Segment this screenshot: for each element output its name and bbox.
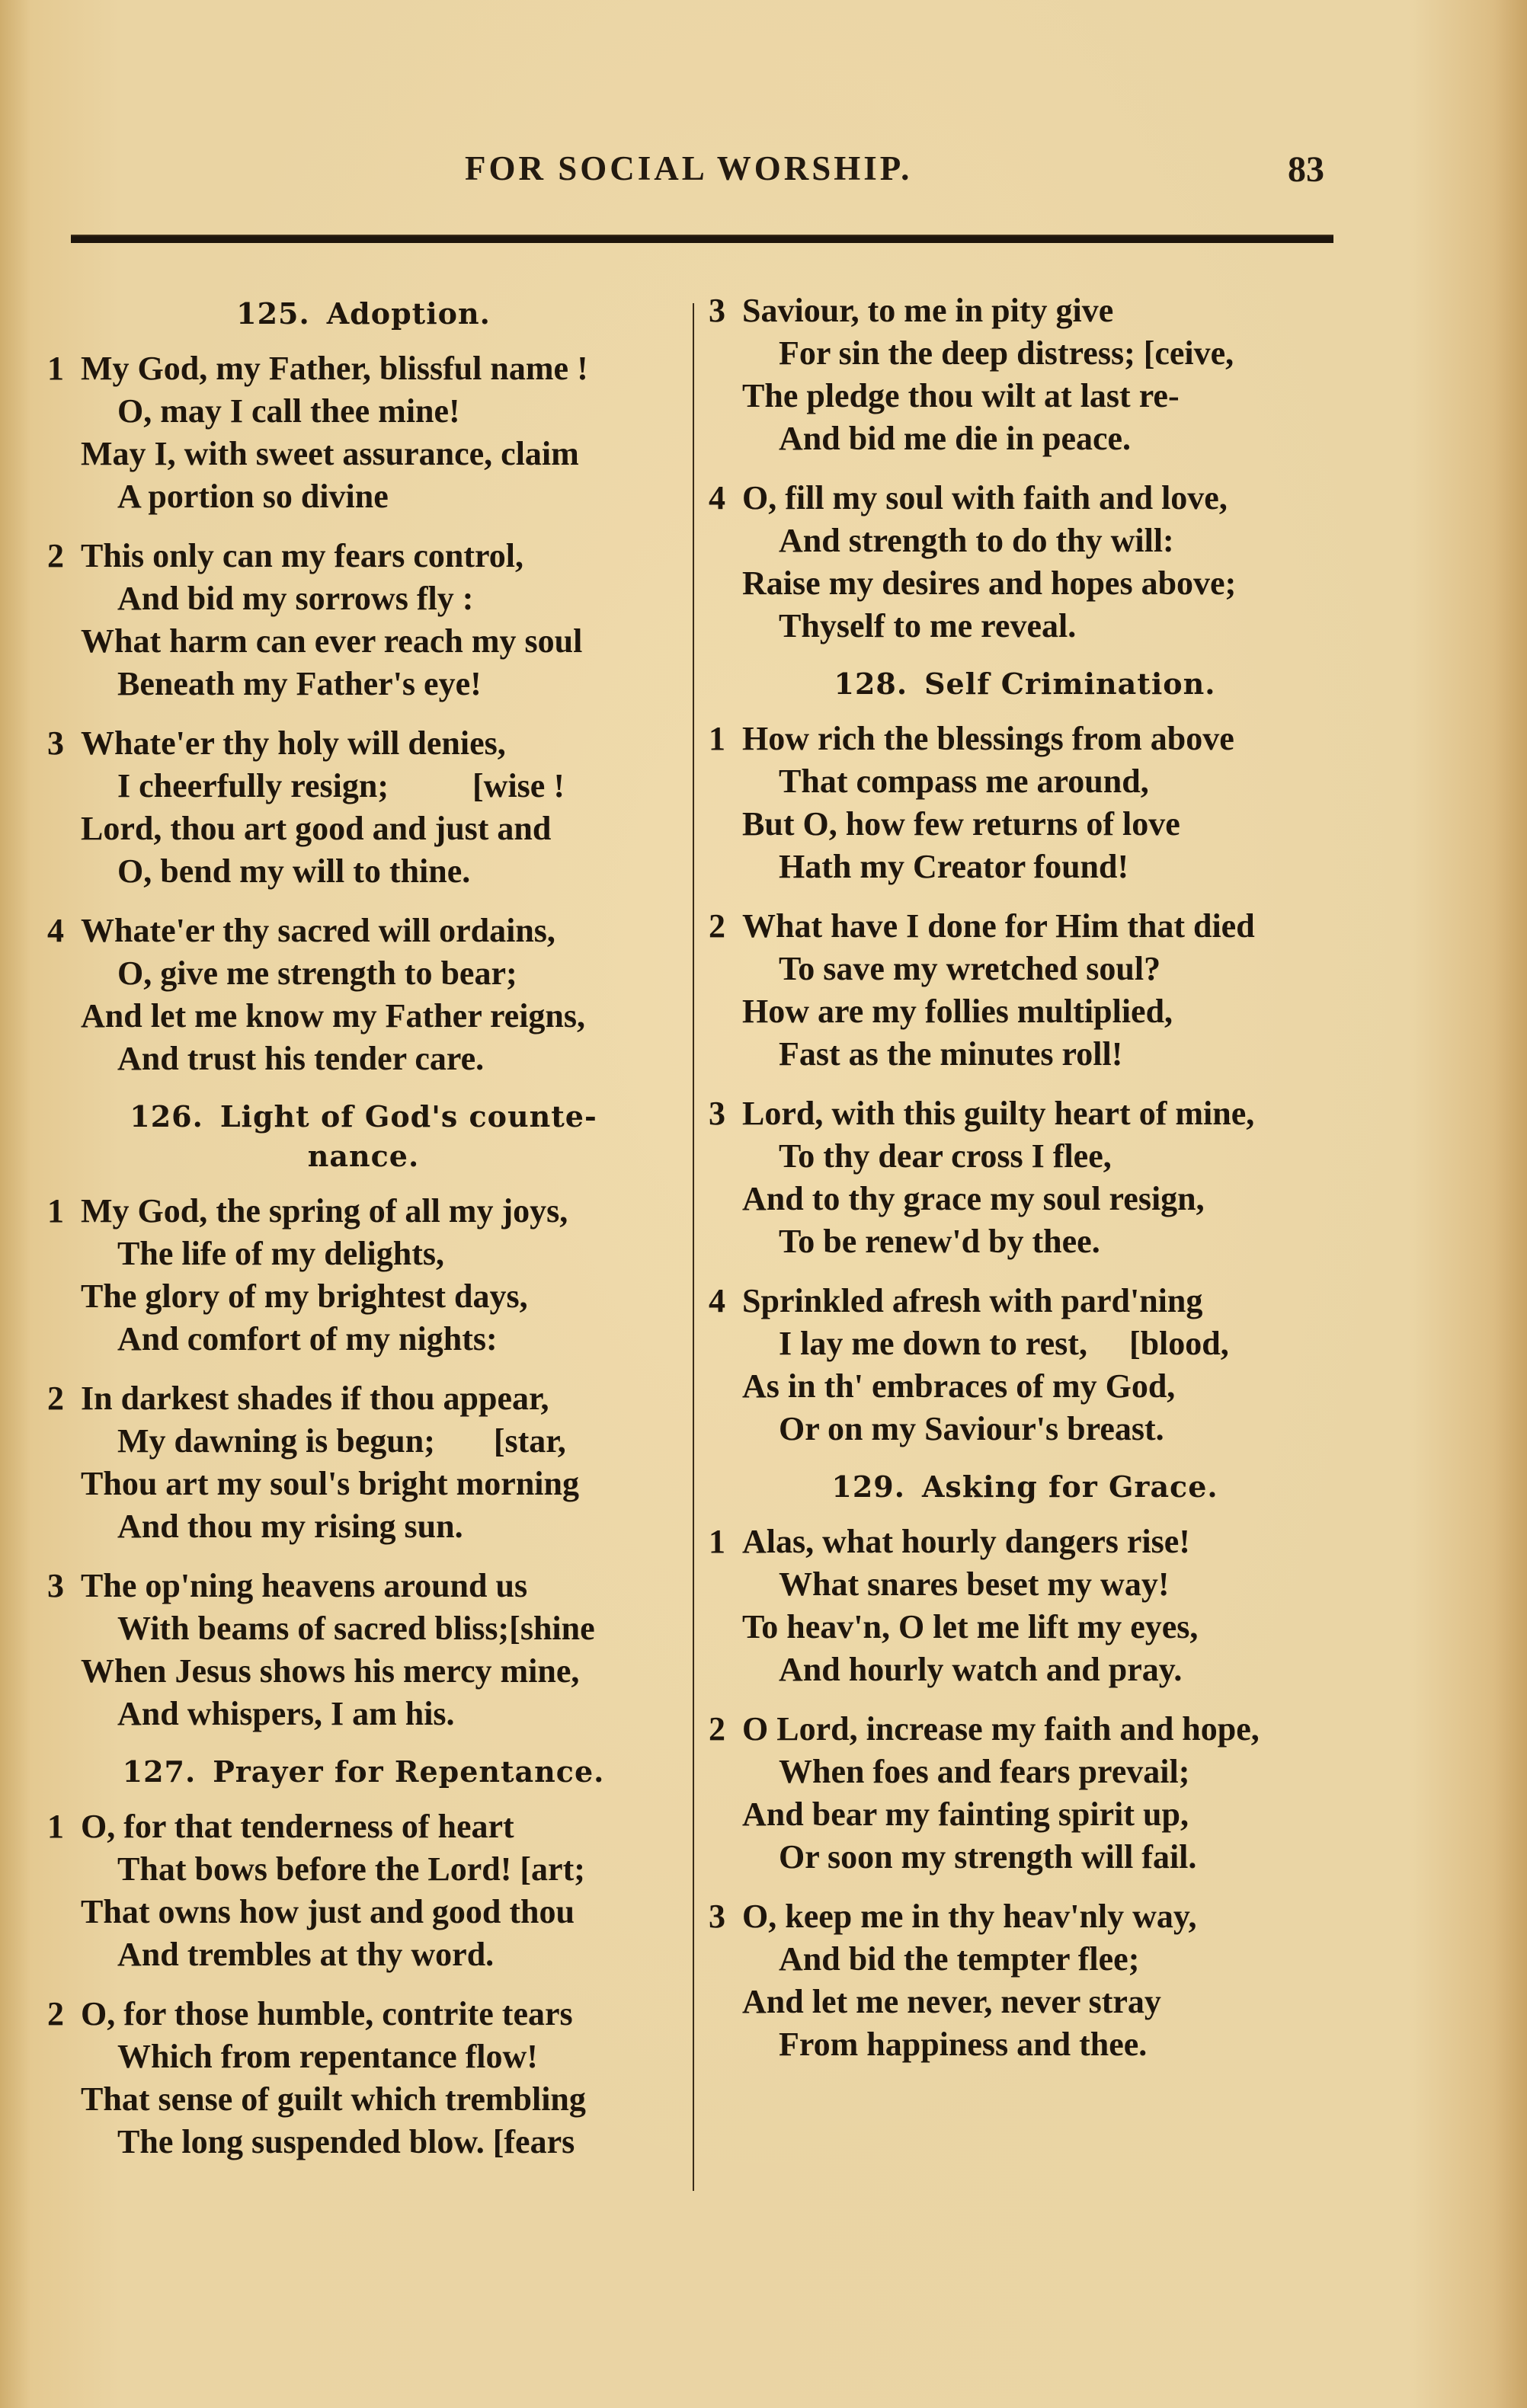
verse-line: And let me never, never stray: [742, 1983, 1161, 2020]
verse-line: O Lord, increase my faith and hope,: [742, 1710, 1260, 1748]
stanza-number: 1: [47, 1192, 64, 1230]
verse-line: Or soon my strength will fail.: [779, 1838, 1197, 1876]
column-divider: [693, 303, 694, 2191]
verse-line: And comfort of my nights:: [117, 1320, 498, 1357]
verse-line: And bear my fainting spirit up,: [742, 1796, 1189, 1833]
stanza: [47, 1805, 680, 1976]
verse-line: Hath my Creator found!: [779, 848, 1129, 885]
verse-line: As in th' embraces of my God,: [742, 1367, 1176, 1405]
stanza-number: 1: [709, 1523, 725, 1560]
hymn-title: [47, 1752, 680, 1792]
verse-line: That bows before the Lord! [art;: [117, 1850, 585, 1888]
hymn-title-text: Prayer for Repentance.: [213, 1754, 605, 1789]
stanza-number: 2: [47, 1995, 64, 2032]
verse-line: Or on my Saviour's breast.: [779, 1410, 1164, 1447]
verse-line: But O, how few returns of love: [742, 805, 1180, 843]
stanza-number: 1: [47, 350, 64, 387]
stanza-number: 3: [47, 724, 64, 762]
verse-line: Lord, with this guilty heart of mine,: [742, 1095, 1255, 1132]
verse-line: For sin the deep distress; [ceive,: [779, 334, 1234, 372]
verse-line: That compass me around,: [779, 763, 1149, 800]
verse-line: And trust his tender care.: [117, 1040, 485, 1077]
verse-line: To be renew'd by thee.: [779, 1223, 1100, 1260]
verse-line: I lay me down to rest, [blood,: [779, 1325, 1229, 1362]
verse-line: This only can my fears control,: [81, 537, 523, 574]
hymn-number: 129.: [831, 1469, 905, 1504]
stanza: [709, 718, 1341, 888]
verse-line: And strength to do thy will:: [779, 522, 1174, 559]
verse-line: To thy dear cross I flee,: [779, 1137, 1112, 1175]
stanza-number: 1: [709, 720, 725, 757]
stanza: [709, 1092, 1341, 1263]
hymn-title-text: Light of God's counte-: [219, 1099, 597, 1134]
right-column: [709, 289, 1341, 2083]
hymn-128: [709, 664, 1341, 1450]
verse-line: When Jesus shows his mercy mine,: [81, 1652, 580, 1690]
hymn-129: [709, 1467, 1341, 2066]
verse-line: Beneath my Father's eye!: [117, 665, 482, 702]
verse-line: I cheerfully resign; [wise !: [117, 767, 565, 804]
verse-line: And whispers, I am his.: [117, 1695, 455, 1732]
verse-line: Saviour, to me in pity give: [742, 292, 1114, 329]
stanza: [47, 347, 680, 518]
verse-line: May I, with sweet assurance, claim: [81, 435, 579, 472]
verse-line: O, bend my will to thine.: [117, 852, 471, 890]
verse-line: O, for that tenderness of heart: [81, 1808, 514, 1845]
verse-line: Which from repentance flow!: [117, 2038, 538, 2075]
verse-line: How rich the blessings from above: [742, 720, 1234, 757]
stanza-number: 4: [47, 912, 64, 949]
hymn-title: [47, 294, 680, 334]
verse-line: A portion so divine: [117, 478, 389, 515]
stanza-number: 4: [709, 1282, 725, 1319]
verse-line: And to thy grace my soul resign,: [742, 1180, 1205, 1217]
stanza-number: 3: [709, 1095, 725, 1132]
verse-line: The glory of my brightest days,: [81, 1278, 528, 1315]
verse-line: And trembles at thy word.: [117, 1936, 495, 1973]
verse-line: Whate'er thy sacred will ordains,: [81, 912, 555, 949]
verse-line: That sense of guilt which trembling: [81, 2080, 586, 2118]
stanza: [709, 905, 1341, 1076]
left-column: [47, 289, 680, 2180]
verse-line: O, fill my soul with faith and love,: [742, 479, 1228, 516]
stanza-number: 3: [709, 1898, 725, 1935]
verse-line: Alas, what hourly dangers rise!: [742, 1523, 1190, 1560]
verse-line: The long suspended blow. [fears: [117, 2123, 575, 2160]
hymn-127: [47, 1752, 680, 2163]
verse-line: Whate'er thy holy will denies,: [81, 724, 506, 762]
stanza-number: 3: [709, 292, 725, 329]
verse-line: O, give me strength to bear;: [117, 955, 517, 992]
stanza-number: 4: [709, 479, 725, 516]
verse-line: From happiness and thee.: [779, 2026, 1148, 2063]
stanza: [709, 1895, 1341, 2066]
hymn-title: [47, 1097, 680, 1176]
verse-line: And hourly watch and pray.: [779, 1651, 1183, 1688]
hymn-number: 126.: [130, 1099, 203, 1134]
verse-line: How are my follies multiplied,: [742, 993, 1173, 1030]
stanza: [47, 1565, 680, 1735]
stanza: [709, 1521, 1341, 1691]
header-rule: [71, 235, 1333, 243]
verse-line: My dawning is begun; [star,: [117, 1422, 566, 1460]
stanza: [709, 477, 1341, 648]
stanza-number: 2: [47, 1380, 64, 1417]
stanza: [709, 289, 1341, 460]
hymn-125: [47, 294, 680, 1080]
verse-line: And thou my rising sun.: [117, 1508, 463, 1545]
verse-line: With beams of sacred bliss;[shine: [117, 1610, 595, 1647]
stanza-number: 2: [709, 1710, 725, 1748]
hymn-title-text: Adoption.: [326, 296, 491, 331]
hymn-title: [709, 664, 1341, 704]
verse-line: What snares beset my way!: [779, 1565, 1170, 1603]
verse-line: The op'ning heavens around us: [81, 1567, 528, 1604]
hymn-number: 125.: [236, 296, 310, 331]
hymn-title: [709, 1467, 1341, 1507]
verse-line: O, for those humble, contrite tears: [81, 1995, 573, 2032]
page-header: [0, 149, 1527, 194]
stanza: [47, 1377, 680, 1548]
verse-line: The pledge thou wilt at last re-: [742, 377, 1180, 414]
verse-line: To save my wretched soul?: [779, 950, 1161, 987]
stanza: [47, 1993, 680, 2163]
hymn-title-text: Asking for Grace.: [921, 1469, 1218, 1504]
verse-line: O, may I call thee mine!: [117, 392, 460, 430]
verse-line: My God, my Father, blissful name !: [81, 350, 588, 387]
stanza-number: 3: [47, 1567, 64, 1604]
verse-line: When foes and fears prevail;: [779, 1753, 1190, 1790]
hymn-number: 127.: [122, 1754, 197, 1789]
verse-line: My God, the spring of all my joys,: [81, 1192, 568, 1230]
verse-line: Raise my desires and hopes above;: [742, 564, 1237, 602]
hymn-number: 128.: [834, 667, 908, 701]
hymn-title-continuation: nance.: [307, 1139, 420, 1173]
stanza-number: 1: [47, 1808, 64, 1845]
verse-line: Thyself to me reveal.: [779, 607, 1077, 644]
hymn-title-text: Self Crimination.: [924, 667, 1216, 701]
verse-line: Sprinkled afresh with pard'ning: [742, 1282, 1203, 1319]
verse-line: And bid the tempter flee;: [779, 1940, 1140, 1978]
page-number: 83: [1288, 149, 1324, 190]
verse-line: To heav'n, O let me lift my eyes,: [742, 1608, 1199, 1645]
hymn-126: [47, 1097, 680, 1735]
stanza: [47, 535, 680, 705]
verse-line: And let me know my Father reigns,: [81, 997, 586, 1035]
verse-line: Fast as the minutes roll!: [779, 1035, 1123, 1073]
stanza-number: 2: [709, 907, 725, 945]
verse-line: In darkest shades if thou appear,: [81, 1380, 549, 1417]
stanza: [709, 1280, 1341, 1450]
stanza: [47, 722, 680, 893]
verse-line: That owns how just and good thou: [81, 1893, 575, 1930]
hymn-127-continued: [709, 289, 1341, 648]
stanza: [709, 1708, 1341, 1879]
verse-line: What have I done for Him that died: [742, 907, 1255, 945]
verse-line: The life of my delights,: [117, 1235, 444, 1272]
verse-line: And bid me die in peace.: [779, 420, 1132, 457]
verse-line: Thou art my soul's bright morning: [81, 1465, 579, 1502]
verse-line: Lord, thou art good and just and: [81, 810, 552, 847]
verse-line: What harm can ever reach my soul: [81, 622, 583, 660]
verse-line: And bid my sorrows fly :: [117, 580, 474, 617]
stanza-number: 2: [47, 537, 64, 574]
stanza: [47, 1190, 680, 1361]
running-title: FOR SOCIAL WORSHIP.: [465, 149, 913, 187]
verse-line: O, keep me in thy heav'nly way,: [742, 1898, 1197, 1935]
stanza: [47, 910, 680, 1080]
